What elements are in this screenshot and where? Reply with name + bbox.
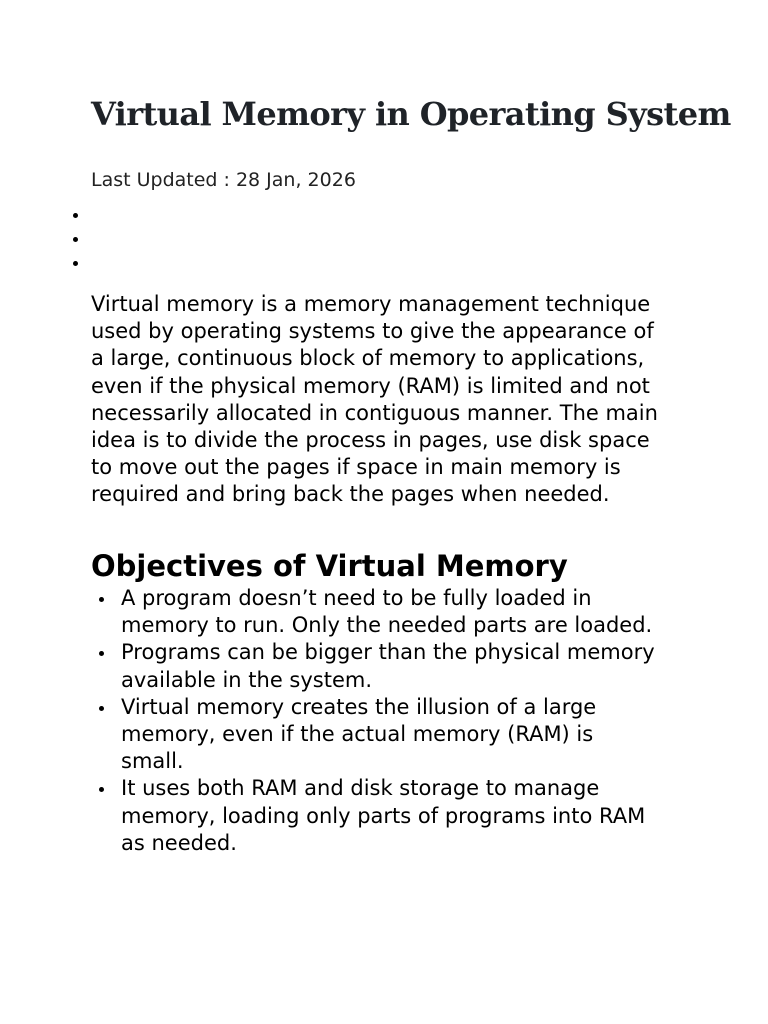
objectives-heading: Objectives of Virtual Memory (91, 549, 568, 583)
objectives-list (91, 585, 661, 857)
objective-item: Programs can be bigger than the physical memory available in the system. (91, 639, 661, 693)
page-title: Virtual Memory in Operating System (91, 95, 731, 133)
objective-item: A program doesn’t need to be fully loaded in memory to run. Only the needed parts are loaded. (91, 585, 661, 639)
objective-item: It uses both RAM and disk storage to manage memory, loading only parts of programs into RAM as needed. (91, 775, 661, 857)
objective-item: Virtual memory creates the illusion of a large memory, even if the actual memory (RAM) is small. (91, 694, 661, 776)
intro-paragraph: Virtual memory is a memory management technique used by operating systems to give the appearance of a large, continuous block of memory to applications, even if the physical memory (RAM) is limited and not necessarily allocated in contiguous manner. The main idea is to divide the process in pages, use disk space to move out the pages if space in main memory is required and bring back the pages when needed. (91, 292, 658, 507)
last-updated-text: Last Updated : 28 Jan, 2026 (91, 169, 356, 191)
